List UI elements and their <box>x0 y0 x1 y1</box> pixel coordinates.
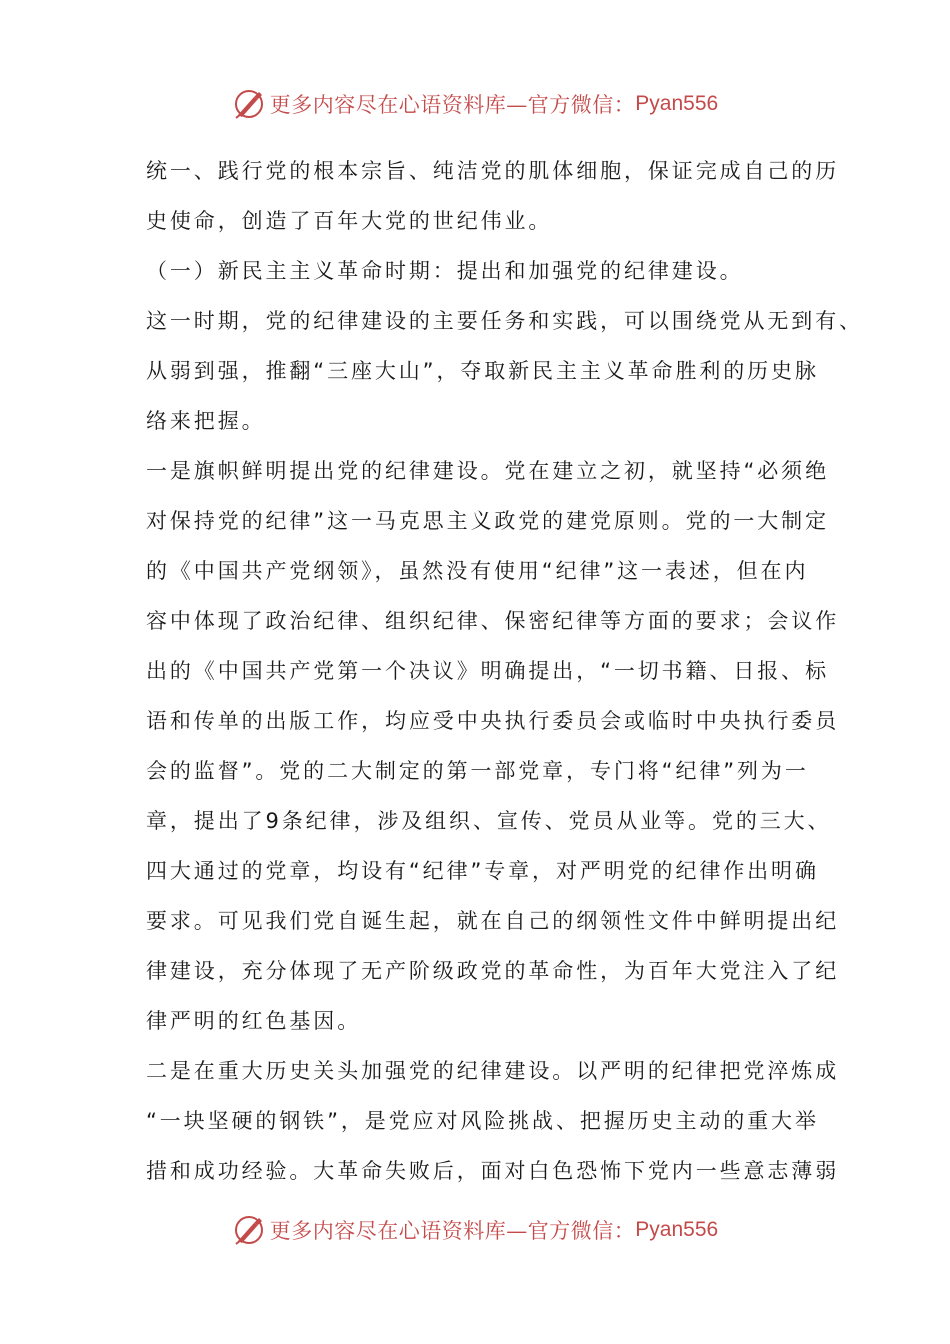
banner-wechat-id: Pyan556 <box>635 92 719 115</box>
body-line: 二是在重大历史关头加强党的纪律建设。以严明的纪律把党淬炼成 <box>146 1059 840 1083</box>
body-line: 史使命，创造了百年大党的世纪伟业。 <box>146 209 553 233</box>
body-line: 语和传单的出版工作，均应受中央执行委员会或临时中央执行委员 <box>146 709 840 733</box>
body-line: 律严明的红色基因。 <box>146 1009 362 1033</box>
pen-logo-icon <box>232 1213 266 1247</box>
body-line: 容中体现了政治纪律、组织纪律、保密纪律等方面的要求；会议作 <box>146 609 840 633</box>
section-heading: （一）新民主主义革命时期：提出和加强党的纪律建设。 <box>146 259 744 283</box>
body-line: 出的《中国共产党第一个决议》明确提出，“一切书籍、日报、标 <box>146 659 829 683</box>
body-line: 统一、践行党的根本宗旨、纯洁党的肌体细胞，保证完成自己的历 <box>146 159 840 183</box>
body-line: 从弱到强，推翻“三座大山”，夺取新民主主义革命胜利的历史脉 <box>146 359 819 383</box>
document-body <box>146 146 863 1196</box>
body-line: 律建设，充分体现了无产阶级政党的革命性，为百年大党注入了纪 <box>146 959 840 983</box>
body-line: 四大通过的党章，均设有“纪律”专章，对严明党的纪律作出明确 <box>146 859 819 883</box>
body-line: 一是旗帜鲜明提出党的纪律建设。党在建立之初，就坚持“必须绝 <box>146 459 829 483</box>
body-line: 对保持党的纪律”这一马克思主义政党的建党原则。党的一大制定 <box>146 509 829 533</box>
pen-logo-icon <box>232 87 266 121</box>
banner-text: 更多内容尽在心语资料库—官方微信： <box>269 1219 636 1243</box>
body-line: 这一时期，党的纪律建设的主要任务和实践，可以围绕党从无到有、 <box>146 309 863 333</box>
body-line: 的《中国共产党纲领》，虽然没有使用“纪律”这一表述，但在内 <box>146 559 809 583</box>
body-line: “一块坚硬的钢铁”，是党应对风险挑战、把握历史主动的重大举 <box>146 1109 819 1133</box>
body-line: 章，提出了9条纪律，涉及组织、宣传、党员从业等。党的三大、 <box>146 809 832 833</box>
body-line: 要求。可见我们党自诞生起，就在自己的纲领性文件中鲜明提出纪 <box>146 909 840 933</box>
banner-wechat-id: Pyan556 <box>635 1218 719 1241</box>
body-line: 络来把握。 <box>146 409 266 433</box>
header-watermark-banner <box>0 86 950 122</box>
footer-watermark-banner <box>0 1212 950 1248</box>
banner-text: 更多内容尽在心语资料库—官方微信： <box>269 93 636 117</box>
body-line: 措和成功经验。大革命失败后，面对白色恐怖下党内一些意志薄弱 <box>146 1159 840 1183</box>
body-line: 会的监督”。党的二大制定的第一部党章，专门将“纪律”列为一 <box>146 759 809 783</box>
